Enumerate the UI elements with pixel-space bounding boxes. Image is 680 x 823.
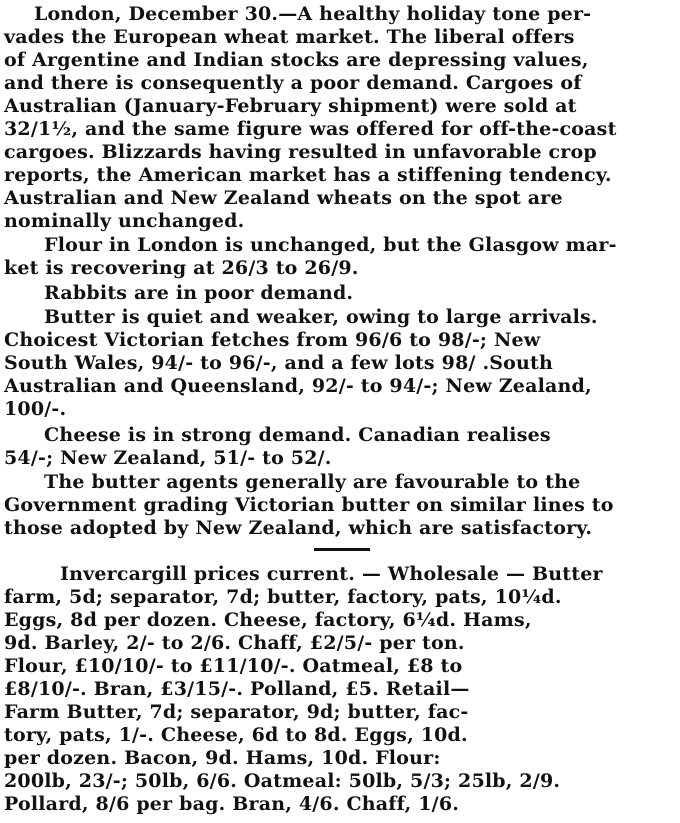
text-line: reports, the American market has a stiffening tendency. xyxy=(4,164,612,186)
text-line: Butter is quiet and weaker, owing to large arrivals. xyxy=(44,306,598,328)
text-line: Invercargill prices current. — Wholesale — Butter xyxy=(60,563,603,585)
text-line: Government grading Victorian butter on similar lines to xyxy=(4,494,614,516)
text-line: Pollard, 8/6 per bag. Bran, 4/6. Chaff, 1/6. xyxy=(4,793,460,815)
text-line: cargoes. Blizzards having resulted in unfavorable crop xyxy=(4,141,597,163)
text-line: 54/-; New Zealand, 51/- to 52/. xyxy=(4,447,332,469)
text-line: of Argentine and Indian stocks are depressing values, xyxy=(4,49,589,71)
text-line: South Wales, 94/- to 96/-, and a few lots 98/ .South xyxy=(4,352,554,374)
text-line: 9d. Barley, 2/- to 2/6. Chaff, £2/5/- per ton. xyxy=(4,632,465,654)
text-line: 32/1½, and the same figure was offered for off-the-coast xyxy=(4,118,617,140)
text-line: ket is recovering at 26/3 to 26/9. xyxy=(4,257,359,279)
text-line: £8/10/-. Bran, £3/15/-. Polland, £5. Retail— xyxy=(4,678,470,700)
text-line: nominally unchanged. xyxy=(4,210,245,232)
text-line: per dozen. Bacon, 9d. Hams, 10d. Flour: xyxy=(4,747,441,769)
text-line: Rabbits are in poor demand. xyxy=(44,282,354,304)
text-line: Australian and New Zealand wheats on the spot are xyxy=(4,187,563,209)
text-line: and there is consequently a poor demand. Cargoes of xyxy=(4,72,582,94)
text-line: those adopted by New Zealand, which are satisfactory. xyxy=(4,517,593,539)
text-line: tory, pats, 1/-. Cheese, 6d to 8d. Eggs, 10d. xyxy=(4,724,468,746)
text-line: farm, 5d; separator, 7d; butter, factory, pats, 10¼d. xyxy=(4,586,562,608)
text-line: vades the European wheat market. The liberal offers xyxy=(4,26,575,48)
text-line: The butter agents generally are favourable to the xyxy=(44,471,581,493)
text-line: 100/-. xyxy=(4,398,67,420)
text-line: Choicest Victorian fetches from 96/6 to 98/-; New xyxy=(4,329,541,351)
text-line: Australian (January-February shipment) were sold at xyxy=(4,95,577,117)
text-line: Australian and Queensland, 92/- to 94/-; New Zealand, xyxy=(4,375,592,397)
section-divider xyxy=(314,548,370,551)
text-line: Cheese is in strong demand. Canadian realises xyxy=(44,424,551,446)
text-line: London, December 30.—A healthy holiday tone per- xyxy=(34,3,592,25)
text-line: Flour, £10/10/- to £11/10/-. Oatmeal, £8 to xyxy=(4,655,463,677)
text-line: Flour in London is unchanged, but the Glasgow mar- xyxy=(44,234,617,256)
text-line: Farm Butter, 7d; separator, 9d; butter, fac- xyxy=(4,701,469,723)
text-line: Eggs, 8d per dozen. Cheese, factory, 6¼d. Hams, xyxy=(4,609,532,631)
text-line: 200lb, 23/-; 50lb, 6/6. Oatmeal: 50lb, 5/3; 25lb, 2/9. xyxy=(4,770,561,792)
